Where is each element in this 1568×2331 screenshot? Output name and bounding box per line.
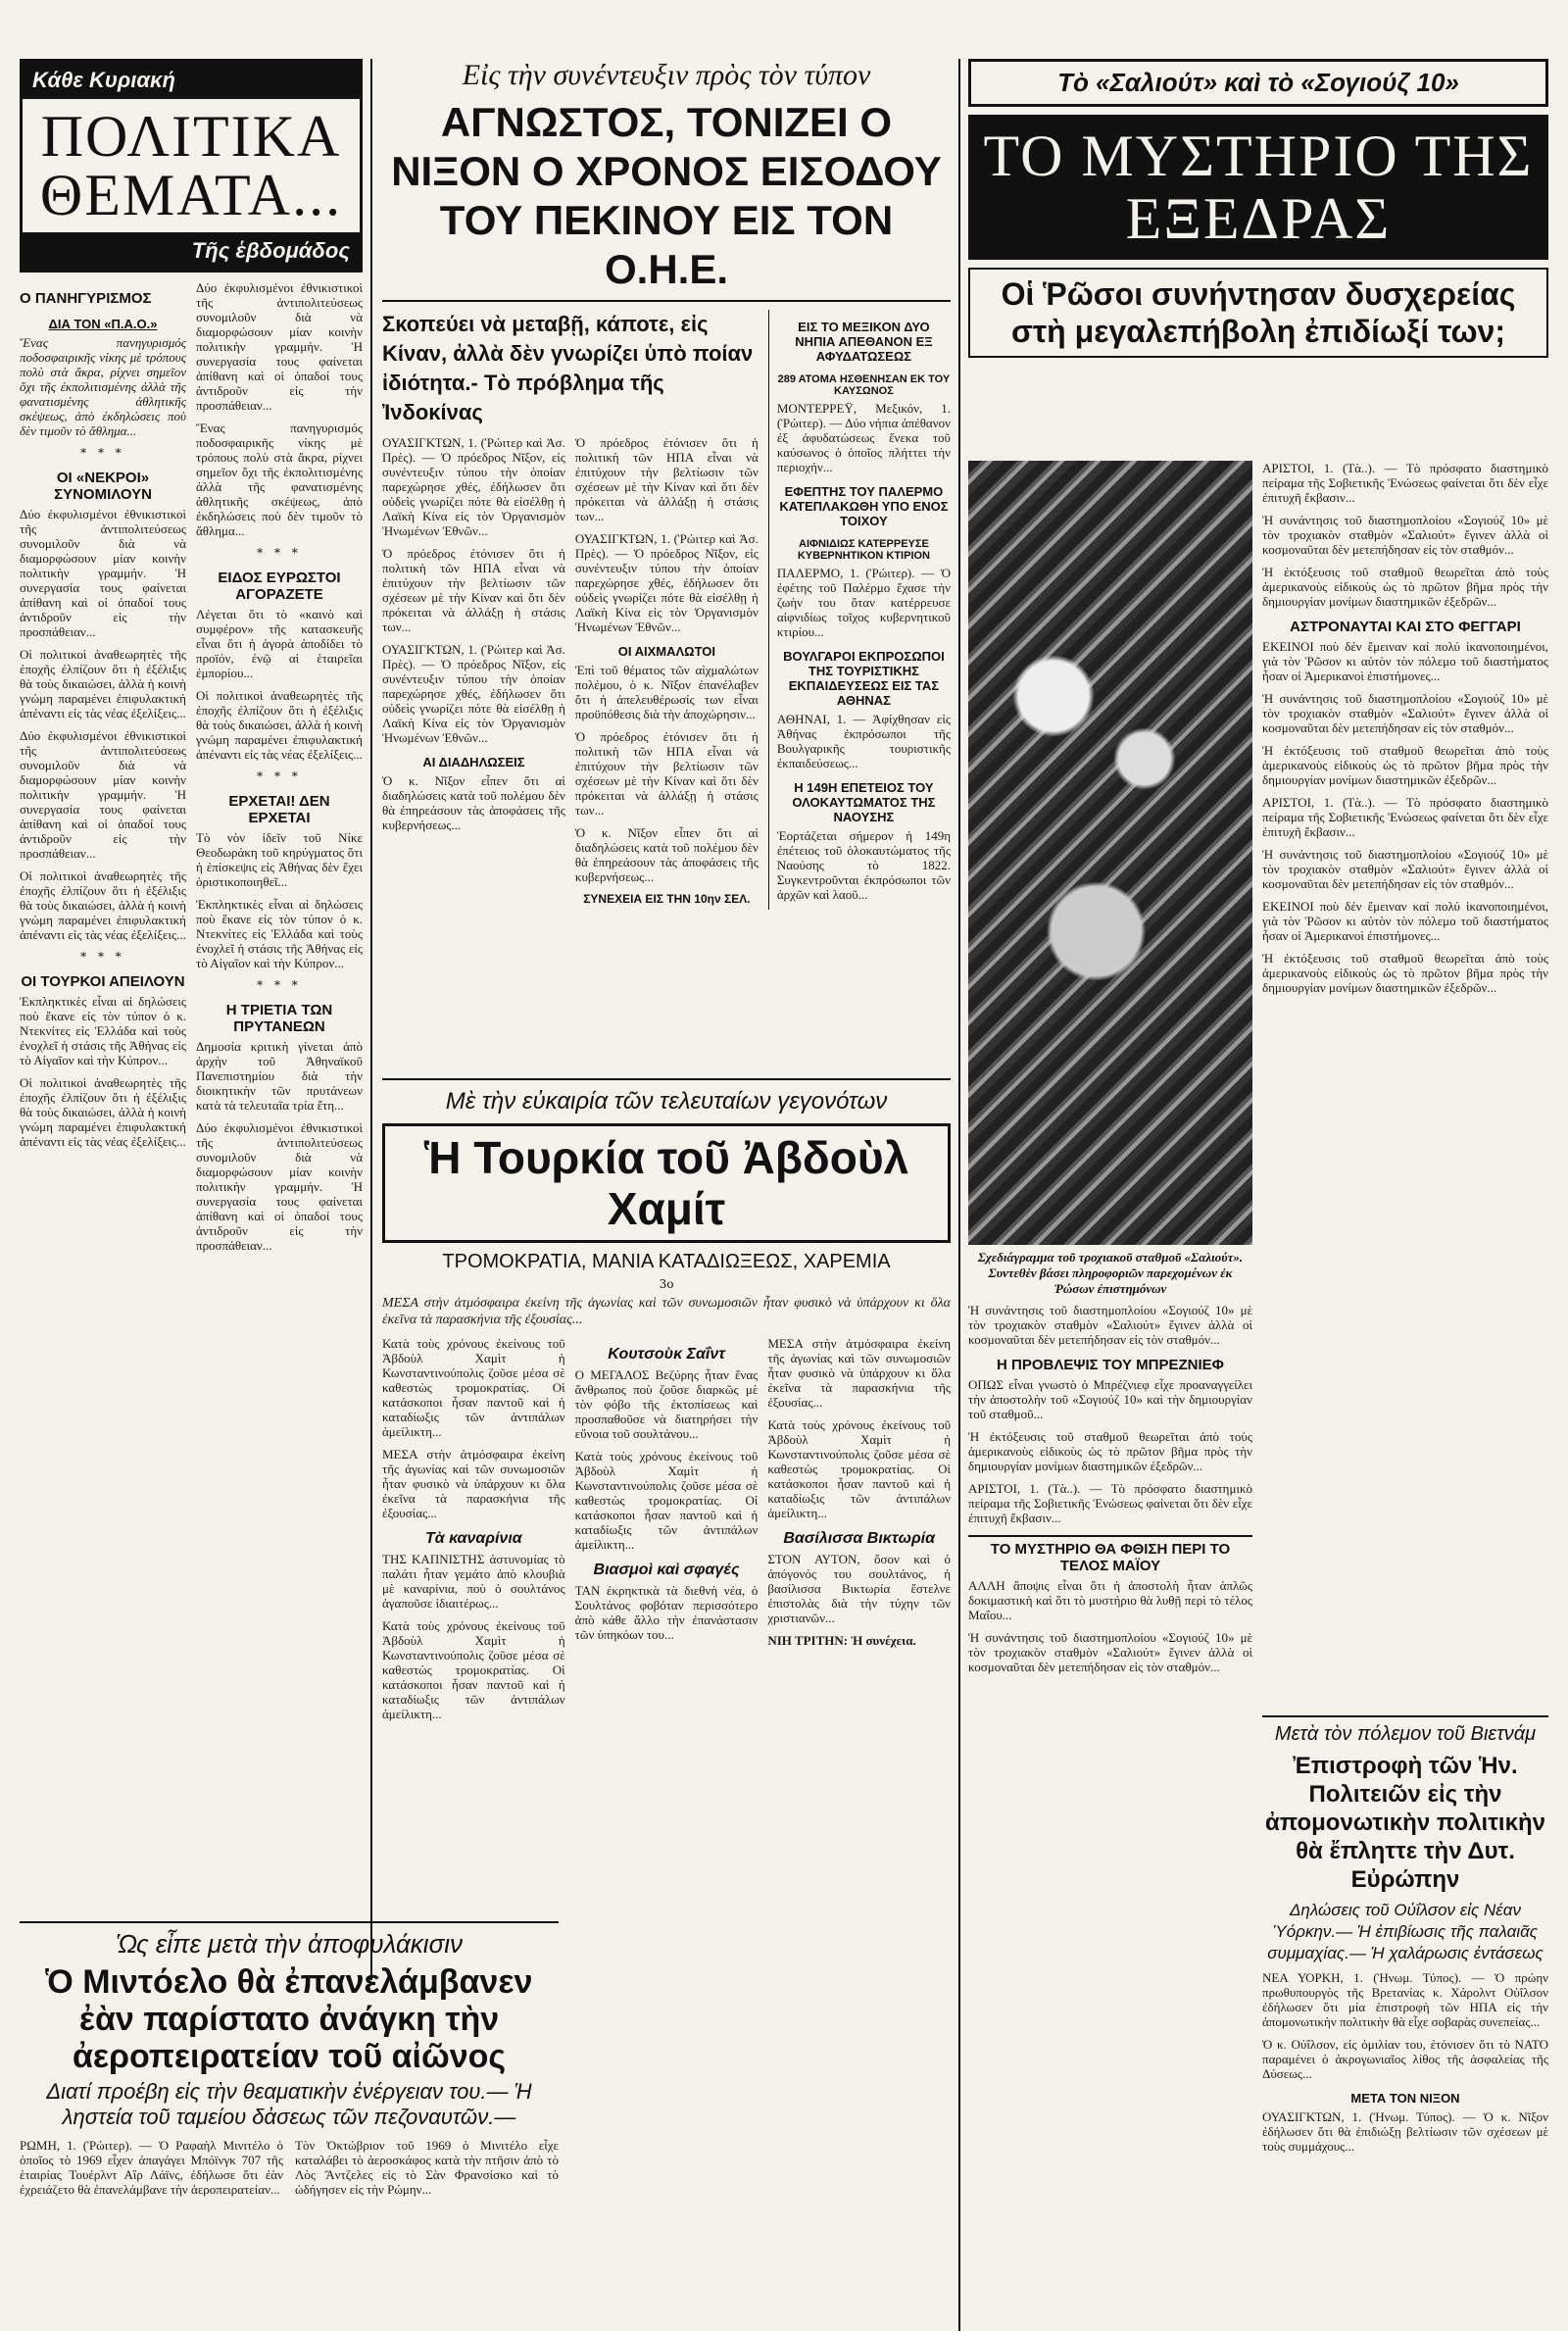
mintoelo-text-2: Τὸν Ὀκτώβριον τοῦ 1969 ὁ Μινιτέλο εἶχε καταλάβει τὸ ἀεροσκάφος κατὰ τὴν πτῆσιν ἀπὸ τὸ Λὸς Ἄντζελες εἰς τὸ Σὰν Φρανσίσκο καὶ τὸ ὡδήγησεν εἰς τὴν Ρώμην...: [295, 2138, 559, 2197]
nixon-text-2: Ὁ πρόεδρος ἐτόνισεν ὅτι ἡ πολιτικὴ τῶν ΗΠΑ εἶναι νὰ ἐπιτύχουν τὴν βελτίωσιν τῶν σχέσεων μὲ τὴν Κίναν καὶ ὅτι δὲν πρόκειται νὰ ἀλλάξῃ ἡ στάσις των...: [382, 546, 565, 634]
turkey-col-a: [382, 1336, 565, 1729]
nixon-kicker: Εἰς τὴν συνέντευξιν πρὸς τὸν τύπον: [462, 59, 871, 91]
eidos-title: ΕΙΔΟΣ ΕΥΡΩΣΤΟΙ ΑΓΟΡΑΖΕΤΕ: [218, 570, 341, 603]
diadiloseis-text: Ὁ κ. Νῖξον εἶπεν ὅτι αἱ διαδηλώσεις κατὰ τοῦ πολέμου δὲν θὰ ἐπηρεάσουν τὰς ἀποφάσεις τῆς κυβερνήσεως...: [382, 773, 565, 832]
trieteia-text: Δημοσία κριτικὴ γίνεται ἀπὸ ἀρχὴν τοῦ Ἀθηναϊκοῦ Πανεπιστημίου διὰ τὴν διοικητικὴν τῶν πρυτάνεων κατὰ τὰ τελευταῖα τρία ἔτη...: [196, 1039, 363, 1113]
palermo-title: ΕΦΕΠΤΗΣ ΤΟΥ ΠΑΛΕΡΜΟ ΚΑΤΕΠΛΑΚΩΘΗ ΥΠΟ ΕΝΟΣ ΤΟΙΧΟΥ: [779, 484, 949, 528]
turkey-part: 3ο: [659, 1277, 674, 1291]
fthisi-text: ΑΛΛΗ ἄποψις εἶναι ὅτι ἡ ἀποστολὴ ἦταν ἁπλῶς δοκιμαστικὴ καὶ ὅτι τὸ μυστήριο θὰ λυθῇ περὶ τὸ τέλος Μαΐου...: [968, 1578, 1252, 1622]
banner-title: ΠΟΛΙΤΙΚΑ ΘΕΜΑΤΑ...: [39, 104, 343, 227]
salyut-text-2: Ἡ ἐκτόξευσις τοῦ σταθμοῦ θεωρεῖται ἀπὸ τοὺς ἀμερικανοὺς εἰδικοὺς ὡς τὸ πρῶτον βῆμα πρὸς τὴν δημιουργίαν μονίμων διαστημικῶν ἐξεδρῶν...: [1262, 565, 1548, 609]
koutsouk-text: Ο ΜΕΓΑΛΟΣ Βεζύρης ἦταν ἕνας ἄνθρωπος ποὺ ζοῦσε διαρκῶς μὲ τὸν φόβο τῆς ἐκτοπίσεως καὶ προσπαθοῦσε νὰ διατηρήσει τὴν εὔνοια τοῦ σουλτάνου...: [574, 1367, 759, 1441]
salyut-text-3: Ἡ συνάντησις τοῦ διαστημοπλοίου «Σογιούζ 10» μὲ τὸν τροχιακὸν σταθμὸν «Σαλιούτ» ἔγινεν ἀλλὰ οἱ κοσμοναῦται δὲν μετεπήδησαν εἰς τὸν σταθμόν...: [1262, 691, 1548, 735]
salyut-deck: Οἱ Ῥῶσοι συνήντησαν δυσχερείας στὴ μεγαλεπήβολη ἐπιδίωξί των;: [968, 268, 1548, 358]
nekroi-text-4: Οἱ πολιτικοὶ ἀναθεωρητὲς τῆς ἐποχῆς ἐλπίζουν ὅτι ἡ ἐξέλιξις θὰ τοὺς δικαιώσει, ἀλλὰ ἡ κοινὴ γνώμη παραμένει ἐπιφυλακτική ἀπέναντι εἰς τὰς νέας ἐξελίξεις...: [20, 868, 186, 942]
vietnam-kicker: Μετὰ τὸν πόλεμον τοῦ Βιετνάμ: [1274, 1723, 1537, 1745]
salyut-headline-box: [968, 115, 1548, 260]
mintoelo-deck: Διατί προέβη εἰς τὴν θεαματικὴν ἐνέργειαν του.— Ἡ ληστεία τοῦ ταμείου δἀσεως τῶν πεζοναυτῶν.—: [46, 2079, 532, 2129]
voulgaroi-text: ΑΘΗΝΑΙ, 1. — Ἀφίχθησαν εἰς Ἀθήνας ἐκπρόσωποι τῆς Βουλγαρικῆς τουριστικῆς ἐκπαιδεύσεως...: [776, 712, 951, 770]
aixmalotoi-title: ΟΙ ΑΙΧΜΑΛΩΤΟΙ: [617, 644, 716, 659]
mexico-text: ΜΟΝΤΕΡΡΕΫ, Μεξικόν, 1. (Ῥώιτερ). — Δύο νήπια ἀπέθανον ἐξ ἀφυδατώσεως ἕνεκα τοῦ καύσωνος ὁ ὁποῖος πλήττει τὴν περιοχήν...: [776, 401, 951, 474]
fthisi-text-2: Ἡ συνάντησις τοῦ διαστημοπλοίου «Σογιούζ 10» μὲ τὸν τροχιακὸν σταθμὸν «Σαλιούτ» ἔγινεν ἀλλὰ οἱ κοσμοναῦται δὲν μετεπήδησαν εἰς τὸν σταθμόν...: [968, 1630, 1252, 1674]
salyut-side-text: [1262, 461, 1548, 1003]
kanarinia-text: ΤΗΣ ΚΑΠΝΙΣΤΗΣ ἀστυνομίας τὸ παλάτι ἦταν γεμάτο ἀπὸ κλουβιὰ μὲ καναρίνια, ποὺ ὁ σουλτάνος ἀγαποῦσε ἰδιαιτέρως...: [382, 1552, 565, 1611]
nixon-text-5: ΟΥΑΣΙΓΚΤΩΝ, 1. (Ῥώιτερ καὶ Ἀσ. Πρὲς). — Ὁ πρόεδρος Νῖξον, εἰς συνέντευξιν τύπου τὴν ὁποίαν παρεχώρησε χθές, ἐδήλωσεν ὅτι οὐδεὶς γνωρίζει πότε θὰ εἰσέλθῃ ἡ Λαϊκὴ Κίνα εἰς τὸν Ὀργανισμὸν Ἡνωμένων Ἐθνῶν...: [574, 531, 759, 634]
salyut-diagram-image: [968, 461, 1252, 1245]
viasmoi-text: ΤΑΝ ἐκρηκτικὰ τὰ διεθνὴ νέα, ὁ Σουλτάνος φοβόταν περισσότερο ἀπὸ κάθε ἄλλο τὴν ἐπανάστασιν τῶν ὑπηκόων του...: [574, 1583, 759, 1642]
nixon-deck: Σκοπεύει νὰ μεταβῇ, κάποτε, εἰς Κίναν, ἀλλὰ δὲν γνωρίζει ὑπὸ ποίαν ἰδιότητα.- Τὸ πρόβλημα τῆς Ἰνδοκίνας: [382, 312, 754, 424]
salyut-lower: [968, 1250, 1252, 1682]
viktoria-text: ΣΤΟΝ ΑΥΤΟΝ, ὅσον καὶ ὁ ἀπόγονός του σουλτάνος, ἡ βασίλισσα Βικτωρία ἔστελνε ἐπιστολὰς διὰ τὴν τύχην τῶν χριστιανῶν...: [767, 1552, 952, 1625]
salyut-kicker-box: [968, 59, 1548, 107]
mintoelo-text: ΡΩΜΗ, 1. (Ῥώιτερ). — Ὁ Ραφαὴλ Μινιτέλο ὁ ὁποῖος τὸ 1969 εἶχεν ἀπαγάγει Μπόϊνγκ 707 τῆς ἑταιρίας Τουέρλντ Αἲρ Λάϊνς, ἐδήλωσε ὅτι ἐὰν ἐχρειάζετο θὰ ἐπανελάμβανε τὴν ἀεροπειρατείαν...: [20, 2138, 283, 2197]
turkey-headline-box: [382, 1123, 951, 1243]
vietnam-text: ΝΕΑ ΥΟΡΚΗ, 1. (Ἡνωμ. Τύπος). — Ὁ πρώην πρωθυπουργὸς τῆς Βρετανίας κ. Χάρολντ Οὐΐλσον ἐδήλωσεν ὅτι μία ἐπιστροφὴ τῶν ΗΠΑ εἰς τὴν ἀπομονωτικὴν πολιτικὴν θὰ εἶχε σοβαρὰς συνεπείας...: [1262, 1970, 1548, 2029]
eidos-text: Λέγεται ὅτι τὸ «καινὸ καὶ συμφέρον» τῆς κατασκευῆς εἶναι ὅτι ἡ ἀγορὰ ἀποδίδει τὸ προϊόν, ἐνῷ αἱ ἑταιρεῖαι ἐμπορίου...: [196, 607, 363, 680]
trieteia-title: Η ΤΡΙΕΤΙΑ ΤΩΝ ΠΡΥΤΑΝΕΩΝ: [225, 1002, 333, 1035]
mexico-sub: 289 ΑΤΟΜΑ ΗΣΘΕΝΗΣΑΝ ΕΚ ΤΟΥ ΚΑΥΣΩΝΟΣ: [777, 373, 951, 397]
fthisi-title: ΤΟ ΜΥΣΤΗΡΙΟ ΘΑ ΦΘΙΣΗ ΠΕΡΙ ΤΟ ΤΕΛΟΣ ΜΑΪΟΥ: [968, 1535, 1252, 1574]
nekroi-text-3: Δύο ἐκφυλισμένοι ἐθνικιστικοὶ τῆς ἀντιπολιτεύσεως συνομιλοῦν διὰ νὰ διαμορφώσουν μίαν κοινὴν πολιτικὴν γραμμήν. Ἡ συνεργασία τους φαίνεται ἀπίθανη καὶ οἱ ὀπαδοί τους ἀντιδροῦν εἰς τὴν προσπάθειαν...: [20, 728, 186, 861]
nixon-main: [382, 310, 759, 910]
nekroi-text-2: Οἱ πολιτικοὶ ἀναθεωρητὲς τῆς ἐποχῆς ἐλπίζουν ὅτι ἡ ἐξέλιξις θὰ τοὺς δικαιώσει, ἀλλὰ ἡ κοινὴ γνώμη παραμένει ἐπιφυλακτική ἀπέναντι εἰς τὰς νέας ἐξελίξεις...: [20, 647, 186, 720]
astronautai-text: ΕΚΕΙΝΟΙ ποὺ δέν ἔμειναν καί πολύ ἱκανοποιημένοι, γιὰ τὸν Ῥῶσον κι αὐτὸν τὸν πόλεμο τοῦ διαστήματος ἦσαν οἱ Ἀμερικανοὶ ἐπιστήμονες...: [1262, 639, 1548, 683]
erxetai-text: Τὸ νὸν ἰδεῖν τοῦ Νίκε Θεοδωράκη τοῦ κηρύγματος ὅτι ἡ ἐπίσκεψις εἰς Ἀθήνας δὲν ἔχει ὁριστικοποιηθεῖ...: [196, 830, 363, 889]
center-column: [382, 59, 951, 910]
vietnam-story: [1262, 1715, 1548, 2161]
nixon-headline: ΑΓΝΩΣΤΟΣ, ΤΟΝΙΖΕΙ Ο ΝΙΞΟΝ Ο ΧΡΟΝΟΣ ΕΙΣΟΔΟΥ ΤΟΥ ΠΕΚΙΝΟΥ ΕΙΣ ΤΟΝ Ο.Η.Ε.: [391, 99, 942, 292]
salyut-text-6: Ἡ συνάντησις τοῦ διαστημοπλοίου «Σογιούζ 10» μὲ τὸν τροχιακὸν σταθμὸν «Σαλιούτ» ἔγινεν ἀλλὰ οἱ κοσμοναῦται δὲν μετεπήδησαν εἰς τὸν σταθμόν...: [1262, 847, 1548, 891]
salyut-intro: ΑΡΙΣΤΟΙ, 1. (Τὰ..). — Τὸ πρόσφατο διαστημικὸ πείραμα τῆς Σοβιετικῆς Ἑνώσεως φαίνεται ὅτι δὲν εἶχε ἐπιτυχῆ ἔκβασιν...: [1262, 461, 1548, 505]
salyut-text-8: Ἡ ἐκτόξευσις τοῦ σταθμοῦ θεωρεῖται ἀπὸ τοὺς ἀμερικανοὺς εἰδικοὺς ὡς τὸ πρῶτον βῆμα πρὸς τὴν δημιουργίαν μονίμων διαστημικῶν ἐξεδρῶν...: [1262, 951, 1548, 995]
erxetai-title: ΕΡΧΕΤΑΙ! ΔΕΝ ΕΡΧΕΤΑΙ: [228, 793, 330, 826]
nekroi-text: Δύο ἐκφυλισμένοι ἐθνικιστικοὶ τῆς ἀντιπολιτεύσεως συνομιλοῦν διὰ νὰ διαμορφώσουν μίαν κοινὴν πολιτικὴν γραμμήν. Ἡ συνεργασία τους φαίνεται ἀπίθανη καὶ οἱ ὀπαδοί τους ἀντιδροῦν εἰς τὴν προσπάθειαν...: [20, 507, 186, 639]
turkey-text-4: Κατὰ τοὺς χρόνους ἐκείνους τοῦ Ἀβδοὺλ Χαμὶτ ἡ Κωνσταντινούπολις ζοῦσε μέσα σὲ καθεστὼς τρομοκρατίας. Οἱ κατάσκοποι ἦσαν παντοῦ καὶ ἡ καταδίωξις τῶν ἀντιπάλων ἀμείλικτη...: [574, 1449, 759, 1552]
salyut-caption: Σχεδιάγραμμα τοῦ τροχιακοῦ σταθμοῦ «Σαλιούτ». Συντεθὲν βάσει πληροφοριῶν παρεχομένων ἐκ Ῥώσων ἐπιστημόνων: [977, 1250, 1244, 1296]
nixon-col-a: [382, 435, 565, 906]
turkey-text-5: ΜΕΣΑ στὴν ἀτμόσφαιρα ἐκείνη τῆς ἀγωνίας καὶ τῶν συνωμοσιῶν ἦταν φυσικὸ νὰ ὑπάρχουν κι ὅλα ἐκεῖνα τὰ παρασκήνια τῆς ἐξουσίας...: [767, 1336, 952, 1410]
tourkoi-title: ΟΙ ΤΟΥΡΚΟΙ ΑΠΕΙΛΟΥΝ: [21, 973, 185, 990]
mexico-title: ΕΙΣ ΤΟ ΜΕΞΙΚΟΝ ΔΥΟ ΝΗΠΙΑ ΑΠΕΘΑΝΟΝ ΕΞ ΑΦΥΔΑΤΩΣΕΩΣ: [795, 320, 933, 364]
vietnam-headline: Ἐπιστροφὴ τῶν Ἡν. Πολιτειῶν εἰς τὴν ἀπομονωτικὴν πολιτικὴν θὰ ἔπληττε τὴν Δυτ. Εὐρώπην: [1264, 1753, 1545, 1893]
provlepsis-text-2: Ἡ ἐκτόξευσις τοῦ σταθμοῦ θεωρεῖται ἀπὸ τοὺς ἀμερικανοὺς εἰδικοὺς ὡς τὸ πρῶτον βῆμα πρὸς τὴν δημιουργίαν μονίμων διαστημικῶν ἐξεδρῶν...: [968, 1429, 1252, 1473]
nixon-after-title: ΜΕΤΑ ΤΟΝ ΝΙΞΟΝ: [1350, 2091, 1460, 2106]
turkey-col-b: [575, 1336, 759, 1729]
turkey-text-2: ΜΕΣΑ στὴν ἀτμόσφαιρα ἐκείνη τῆς ἀγωνίας καὶ τῶν συνωμοσιῶν ἦταν φυσικὸ νὰ ὑπάρχουν κι ὅλα ἐκεῖνα τὰ παρασκήνια τῆς ἐξουσίας...: [382, 1447, 565, 1520]
mintoelo-headline: Ὁ Μιντόελο θὰ ἐπανελάμβανεν ἐὰν παρίστατο ἀνάγκη τὴν ἀεροπειρατείαν τοῦ αἰῶνος: [45, 1963, 533, 2075]
nixon-text-6: Ὁ κ. Νῖξον εἶπεν ὅτι αἱ διαδηλώσεις κατὰ τοῦ πολέμου δὲν θὰ ἐπηρεάσουν τὰς ἀποφάσεις τῆς κυβερνήσεως...: [574, 825, 759, 884]
turkey-kicker: Μὲ τὴν εὐκαιρία τῶν τελευταίων γεγονότων: [445, 1088, 888, 1115]
center-side: [768, 310, 951, 910]
viasmoi-title: Βιασμοὶ καὶ σφαγές: [593, 1562, 740, 1578]
pao-text: Ἕνας πανηγυρισμός ποδοσφαιρικῆς νίκης μὲ τρόπους πολὺ στὰ ἄκρα, ρίχνει σημεῖον ὅχι τῆς ἐκπολιτισμένης ἀλλὰ τῆς φανατισμένης ἀθλητικῆς σκέψεως, ἀπὸ ἐκδηλώσεις ποὺ δὲν τιμοῦν τὸ ἄθλημα...: [20, 335, 186, 438]
synecheia-note: ΣΥΝΕΧΕΙΑ ΕΙΣ ΤΗΝ 10ην ΣΕΛ.: [583, 892, 751, 906]
tourkoi-text: Ἐκπληκτικὲς εἶναι αἱ δηλώσεις ποὺ ἔκανε εἰς τὸν τύπον ὁ κ. Ντεκνίτες εἰς Ἑλλάδα καὶ τοὺς ἐνοχλεῖ ἡ στάσις τῆς Ἀθήνας εἰς τὸ Αἰγαῖον καὶ τὴν Κύπρον...: [20, 994, 186, 1067]
kanarinia-title: Τὰ καναρίνια: [424, 1530, 522, 1547]
stars-divider: * * *: [80, 950, 125, 964]
right-column: [968, 59, 1548, 358]
provlepsis-title: Η ΠΡΟΒΛΕΨΙΣ ΤΟΥ ΜΠΡΕΖΝΙΕΦ: [997, 1357, 1224, 1373]
turkey-story: [382, 1078, 951, 1729]
stars-divider: * * *: [257, 978, 302, 992]
vietnam-text-2: Ὁ κ. Οὐΐλσον, εἰς ὁμιλίαν του, ἐτόνισεν ὅτι τὸ ΝΑΤΟ παραμένει ὁ ἀκρογωνιαῖος λίθος τῆς ἀσφαλείας τῆς Δύσεως...: [1262, 2037, 1548, 2081]
eidos-text-2: Οἱ πολιτικοὶ ἀναθεωρητὲς τῆς ἐποχῆς ἐλπίζουν ὅτι ἡ ἐξέλιξις θὰ τοὺς δικαιώσει, ἀλλὰ ἡ κοινὴ γνώμη παραμένει ἐπιφυλακτική ἀπέναντι εἰς τὰς νέας ἐξελίξεις...: [196, 688, 363, 762]
panigyrismos-title: Ο ΠΑΝΗΓΥΡΙΣΜΟΣ: [20, 290, 152, 307]
left-column: [20, 59, 363, 1261]
nixon-after-text: ΟΥΑΣΙΓΚΤΩΝ, 1. (Ἡνωμ. Τύπος). — Ὁ κ. Νῖξον ἐδήλωσεν ὅτι θὰ ἐπιδιώξῃ βελτίωσιν τῶν σχέσεων μὲ τοὺς συμμάχους...: [1262, 2109, 1548, 2154]
diadiloseis-title: ΑΙ ΔΙΑΔΗΛΩΣΕΙΣ: [422, 755, 525, 769]
erxetai-text-2: Ἐκπληκτικὲς εἶναι αἱ δηλώσεις ποὺ ἔκανε εἰς τὸν τύπον ὁ κ. Ντεκνίτες εἰς Ἑλλάδα καὶ τοὺς ἐνοχλεῖ ἡ στάσις τῆς Ἀθήνας εἰς τὸ Αἰγαῖον καὶ τὴν Κύπρον...: [196, 897, 363, 970]
mintoelo-story: [20, 1921, 559, 2205]
left-subcolumn-b: [196, 280, 363, 1261]
column-rule: [958, 59, 960, 2331]
turkey-text-3: Κατὰ τοὺς χρόνους ἐκείνους τοῦ Ἀβδοὺλ Χαμὶτ ἡ Κωνσταντινούπολις ζοῦσε μέσα σὲ καθεστὼς τρομοκρατίας. Οἱ κατάσκοποι ἦσαν παντοῦ καὶ ἡ καταδίωξις τῶν ἀντιπάλων ἀμείλικτη...: [382, 1618, 565, 1721]
aixmalotoi-text: Ἐπὶ τοῦ θέματος τῶν αἰχμαλώτων πολέμου, ὁ κ. Νῖξον ἐπανέλαβεν ὅτι ἡ ἀπελευθέρωσίς των εἶναι προϋπόθεσις διὰ τὴν ἀποχώρησιν...: [574, 663, 759, 721]
salyut-headline: ΤΟ ΜΥΣΤΗΡΙΟ ΤΗΣ ΕΞΕΔΡΑΣ: [983, 124, 1534, 251]
tourkoi-text-2: Οἱ πολιτικοὶ ἀναθεωρητὲς τῆς ἐποχῆς ἐλπίζουν ὅτι ἡ ἐξέλιξις θὰ τοὺς δικαιώσει, ἀλλὰ ἡ κοινὴ γνώμη παραμένει ἐπιφυλακτική ἀπέναντι εἰς τὰς νέας ἐξελίξεις...: [20, 1075, 186, 1149]
nixon-text-3: ΟΥΑΣΙΓΚΤΩΝ, 1. (Ῥώιτερ καὶ Ἀσ. Πρὲς). — Ὁ πρόεδρος Νῖξον, εἰς συνέντευξιν τύπου τὴν ὁποίαν παρεχώρησε χθές, ἐδήλωσεν ὅτι οὐδεὶς γνωρίζει πότε θὰ εἰσέλθῃ ἡ Λαϊκὴ Κίνα εἰς τὸν Ὀργανισμὸν Ἡνωμένων Ἐθνῶν...: [382, 642, 565, 745]
turkey-col-c: [767, 1336, 951, 1729]
naousa-text: Ἑορτάζεται σήμερον ἡ 149η ἐπέτειος τοῦ ὁλοκαυτώματος τῆς Ναούσης τὸ 1822. Συγκεντροῦνται ἐκπρόσωποι τῶν ἀρχῶν καὶ λαοῦ...: [776, 828, 951, 902]
turkey-text: Κατὰ τοὺς χρόνους ἐκείνους τοῦ Ἀβδοὺλ Χαμὶτ ἡ Κωνσταντινούπολις ζοῦσε μέσα σὲ καθεστὼς τρομοκρατίας. Οἱ κατάσκοποι ἦσαν παντοῦ καὶ ἡ καταδίωξις τῶν ἀντιπάλων ἀμείλικτη...: [382, 1336, 565, 1439]
palermo-text: ΠΑΛΕΡΜΟ, 1. (Ῥώιτερ). — Ὁ ἐφέτης τοῦ Παλέρμο ἔχασε τὴν ζωὴν του ὅταν κατέρρευσε αἰφνιδίως τοῖχος κυβερνητικοῦ κτιρίου...: [776, 566, 951, 639]
weekly-banner: [20, 59, 363, 273]
salyut-text-5: ΑΡΙΣΤΟΙ, 1. (Τὰ..). — Τὸ πρόσφατο διαστημικὸ πείραμα τῆς Σοβιετικῆς Ἑνώσεως φαίνεται ὅτι δὲν εἶχε ἐπιτυχῆ ἔκβασιν...: [1262, 795, 1548, 839]
nixon-text-4: Ὁ πρόεδρος ἐτόνισεν ὅτι ἡ πολιτικὴ τῶν ΗΠΑ εἶναι νὰ ἐπιτύχουν τὴν βελτίωσιν τῶν σχέσεων μὲ τὴν Κίναν καὶ ὅτι δὲν πρόκειται νὰ ἀλλάξῃ ἡ στάσις των...: [574, 435, 759, 523]
provlepsis-text-3: ΑΡΙΣΤΟΙ, 1. (Τὰ..). — Τὸ πρόσφατο διαστημικὸ πείραμα τῆς Σοβιετικῆς Ἑνώσεως φαίνεται ὅτι δὲν εἶχε ἐπιτυχῆ ἔκβασιν...: [968, 1481, 1252, 1525]
salyut-kicker: Τὸ «Σαλιούτ» καὶ τὸ «Σογιούζ 10»: [1057, 68, 1459, 97]
koutsouk-title: Κουτσοὺκ Σαΐντ: [608, 1346, 725, 1363]
salyut-text-4: Ἡ ἐκτόξευσις τοῦ σταθμοῦ θεωρεῖται ἀπὸ τοὺς ἀμερικανοὺς εἰδικοὺς ὡς τὸ πρῶτον βῆμα πρὸς τὴν δημιουργίαν μονίμων διαστημικῶν ἐξεδρῶν...: [1262, 743, 1548, 787]
turkey-footer: ΝΙΗ ΤΡΙΤΗΝ: Ἡ συνέχεια.: [767, 1633, 916, 1648]
turkey-headline: Ἡ Τουρκία τοῦ Ἀβδοὺλ Χαμίτ: [423, 1132, 909, 1234]
stars-divider: * * *: [80, 446, 125, 460]
turkey-intro: ΜΕΣΑ στὴν ἀτμόσφαιρα ἐκείνη τῆς ἀγωνίας καὶ τῶν συνωμοσιῶν ἦταν φυσικὸ νὰ ὑπάρχουν κι ὅλα ἐκεῖνα τὰ παρασκήνια τῆς ἐξουσίας...: [382, 1296, 951, 1327]
turkey-deck: ΤΡΟΜΟΚΡΑΤΙΑ, ΜΑΝΙΑ ΚΑΤΑΔΙΩΞΕΩΣ, ΧΑΡΕΜΙΑ: [442, 1251, 891, 1272]
stars-divider: * * *: [257, 769, 302, 783]
stars-divider: * * *: [257, 546, 302, 560]
left-subcolumn-a: [20, 280, 186, 1261]
voulgaroi-title: ΒΟΥΛΓΑΡΟΙ ΕΚΠΡΟΣΩΠΟΙ ΤΗΣ ΤΟΥΡΙΣΤΙΚΗΣ ΕΚΠΑΙΔΕΥΣΕΩΣ ΕΙΣ ΤΑΣ ΑΘΗΝΑΣ: [783, 649, 945, 708]
nixon-col-b: [575, 435, 759, 906]
nekroi-title: ΟΙ «ΝΕΚΡΟΙ» ΣΥΝΟΜΙΛΟΥΝ: [54, 470, 152, 503]
turkey-text-6: Κατὰ τοὺς χρόνους ἐκείνους τοῦ Ἀβδοὺλ Χαμὶτ ἡ Κωνσταντινούπολις ζοῦσε μέσα σὲ καθεστὼς τρομοκρατίας. Οἱ κατάσκοποι ἦσαν παντοῦ καὶ ἡ καταδίωξις τῶν ἀντιπάλων ἀμείλικτη...: [767, 1417, 952, 1520]
provlepsis-text: ΟΠΩΣ εἶναι γνωστὸ ὁ Μπρέζνιεφ εἶχε προαναγγείλει τὴν ἀποστολὴν τοῦ «Σογιούζ 10» καὶ τὴν δημιουργίαν τοῦ σταθμοῦ...: [968, 1377, 1252, 1421]
viktoria-title: Βασίλισσα Βικτωρία: [783, 1530, 936, 1547]
column-rule: [370, 59, 372, 1980]
col-b-text-2: Ἕνας πανηγυρισμός ποδοσφαιρικῆς νίκης μὲ τρόπους πολὺ στὰ ἄκρα, ρίχνει σημεῖον ὅχι τῆς ἐκπολιτισμένης ἀλλὰ τῆς φανατισμένης ἀθλητικῆς σκέψεως, ἀπὸ ἐκδηλώσεις ποὺ δὲν τιμοῦν τὸ ἄθλημα...: [196, 421, 363, 538]
salyut-text: Ἡ συνάντησις τοῦ διαστημοπλοίου «Σογιούζ 10» μὲ τὸν τροχιακὸν σταθμὸν «Σαλιούτ» ἔγινεν ἀλλὰ οἱ κοσμοναῦται δὲν μετεπήδησαν εἰς τὸν σταθμόν...: [1262, 513, 1548, 557]
palermo-sub: ΑΙΦΝΙΔΙΩΣ ΚΑΤΕΡΡΕΥΣΕ ΚΥΒΕΡΝΗΤΙΚΟΝ ΚΤΙΡΙΟΝ: [797, 538, 930, 562]
salyut-text-7: ΕΚΕΙΝΟΙ ποὺ δέν ἔμειναν καί πολύ ἱκανοποιημένοι, γιὰ τὸν Ῥῶσον κι αὐτὸν τὸν πόλεμο τοῦ διαστήματος ἦσαν οἱ Ἀμερικανοὶ ἐπιστήμονες...: [1262, 899, 1548, 943]
pao-title: ΔΙΑ ΤΟΝ «Π.Α.Ο.»: [48, 317, 158, 331]
mintoelo-kicker: Ὡς εἶπε μετὰ τὴν ἀποφυλάκισιν: [115, 1929, 464, 1959]
banner-top: Κάθε Κυριακή: [23, 62, 360, 99]
astronautai-title: ΑΣΤΡΟΝΑΥΤΑΙ ΚΑΙ ΣΤΟ ΦΕΓΓΑΡΙ: [1290, 619, 1521, 635]
salyut-lower-text: Ἡ συνάντησις τοῦ διαστημοπλοίου «Σογιούζ 10» μὲ τὸν τροχιακὸν σταθμὸν «Σαλιούτ» ἔγινεν ἀλλὰ οἱ κοσμοναῦται δὲν μετεπήδησαν εἰς τὸν σταθμόν...: [968, 1303, 1252, 1347]
vietnam-deck: Δηλώσεις τοῦ Οὐΐλσον εἰς Νέαν Ὑόρκην.— Ἡ ἐπιβίωσις τῆς παλαιᾶς συμμαχίας.— Ἡ χαλάρωσις ἐντάσεως: [1267, 1901, 1544, 1962]
aixmalotoi-text-2: Ὁ πρόεδρος ἐτόνισεν ὅτι ἡ πολιτικὴ τῶν ΗΠΑ εἶναι νὰ ἐπιτύχουν τὴν βελτίωσιν τῶν σχέσεων μὲ τὴν Κίναν καὶ ὅτι δὲν πρόκειται νὰ ἀλλάξῃ ἡ στάσις των...: [574, 729, 759, 818]
naousa-title: Η 149Η ΕΠΕΤΕΙΟΣ ΤΟΥ ΟΛΟΚΑΥΤΩΜΑΤΟΣ ΤΗΣ ΝΑΟΥΣΗΣ: [792, 780, 936, 824]
trieteia-text-2: Δύο ἐκφυλισμένοι ἐθνικιστικοὶ τῆς ἀντιπολιτεύσεως συνομιλοῦν διὰ νὰ διαμορφώσουν μίαν κοινὴν πολιτικὴν γραμμήν. Ἡ συνεργασία τους φαίνεται ἀπίθανη καὶ οἱ ὀπαδοί τους ἀντιδροῦν εἰς τὴν προσπάθειαν...: [196, 1120, 363, 1253]
rule: [382, 300, 951, 302]
nixon-text: ΟΥΑΣΙΓΚΤΩΝ, 1. (Ῥώιτερ καὶ Ἀσ. Πρὲς). — Ὁ πρόεδρος Νῖξον, εἰς συνέντευξιν τύπου τὴν ὁποίαν παρεχώρησε χθές, ἐδήλωσεν ὅτι οὐδεὶς γνωρίζει πότε θὰ εἰσέλθῃ ἡ Λαϊκὴ Κίνα εἰς τὸν Ὀργανισμὸν Ἡνωμένων Ἐθνῶν...: [382, 435, 565, 538]
banner-bottom: Τῆς ἑβδομάδος: [23, 232, 360, 270]
col-b-text: Δύο ἐκφυλισμένοι ἐθνικιστικοὶ τῆς ἀντιπολιτεύσεως συνομιλοῦν διὰ νὰ διαμορφώσουν μίαν κοινὴν πολιτικὴν γραμμήν. Ἡ συνεργασία τους φαίνεται ἀπίθανη καὶ οἱ ὀπαδοί τους ἀντιδροῦν εἰς τὴν προσπάθειαν...: [196, 280, 363, 413]
